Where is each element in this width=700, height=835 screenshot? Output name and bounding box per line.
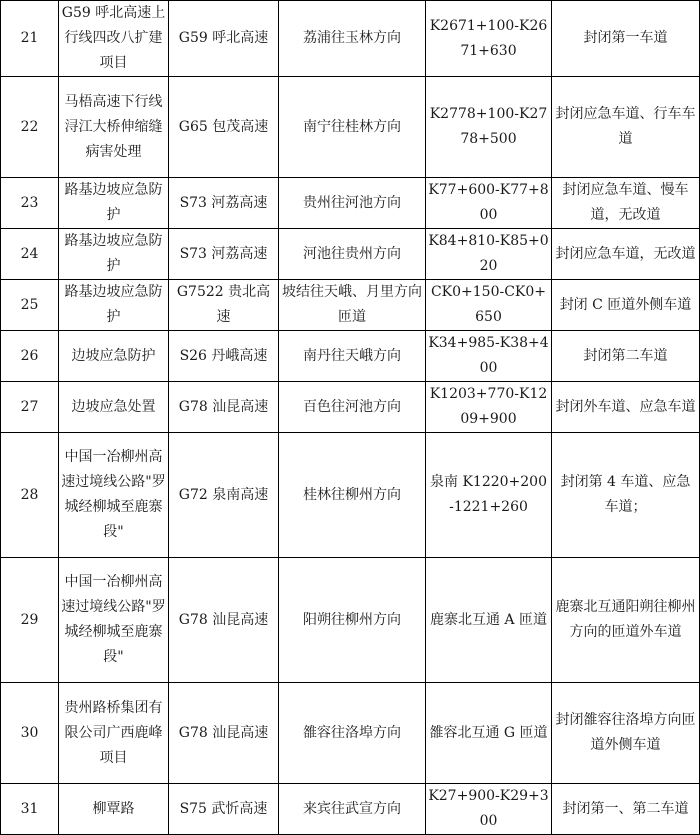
project-name: 中国一冶柳州高速过境线公路"罗城经柳城至鹿寨段" [59, 433, 169, 558]
direction: 河池往贵州方向 [279, 229, 426, 280]
direction: 桂林往柳州方向 [279, 433, 426, 558]
row-number: 28 [1, 433, 59, 558]
stake-range: K2671+100-K2671+630 [426, 1, 552, 77]
closure-measure: 封闭第二车道 [552, 331, 700, 382]
highway-name: G78 汕昆高速 [169, 558, 279, 683]
direction: 来宾往武宣方向 [279, 784, 426, 835]
row-number: 31 [1, 784, 59, 835]
stake-range: 雒容北互通 G 匝道 [426, 683, 552, 784]
row-number: 22 [1, 77, 59, 178]
table-row [1, 683, 700, 784]
closure-measure: 封闭 C 匝道外侧车道 [552, 280, 700, 331]
table-row [1, 331, 700, 382]
stake-range: K77+600-K77+800 [426, 178, 552, 229]
table-row [1, 1, 700, 77]
highway-name: S73 河荔高速 [169, 178, 279, 229]
row-number: 21 [1, 1, 59, 77]
project-name: 中国一冶柳州高速过境线公路"罗城经柳城至鹿寨段" [59, 558, 169, 683]
highway-name: G78 汕昆高速 [169, 382, 279, 433]
stake-range: K1203+770-K1209+900 [426, 382, 552, 433]
project-name: G59 呼北高速上行线四改八扩建项目 [59, 1, 169, 77]
table-row [1, 558, 700, 683]
closure-measure: 封闭雒容往洛埠方向匝道外侧车道 [552, 683, 700, 784]
project-name: 马梧高速下行线浔江大桥伸缩缝病害处理 [59, 77, 169, 178]
closure-measure: 鹿寨北互通阳朔往柳州方向的匝道外车道 [552, 558, 700, 683]
table-row [1, 77, 700, 178]
closure-measure: 封闭第一车道 [552, 1, 700, 77]
stake-range: K84+810-K85+020 [426, 229, 552, 280]
table-body [1, 1, 700, 835]
project-name: 路基边坡应急防护 [59, 229, 169, 280]
direction: 阳朔往柳州方向 [279, 558, 426, 683]
project-name: 路基边坡应急防护 [59, 178, 169, 229]
row-number: 24 [1, 229, 59, 280]
highway-name: G65 包茂高速 [169, 77, 279, 178]
row-number: 27 [1, 382, 59, 433]
direction: 荔浦往玉林方向 [279, 1, 426, 77]
row-number: 23 [1, 178, 59, 229]
closure-measure: 封闭外车道、应急车道 [552, 382, 700, 433]
closure-measure: 封闭应急车道、慢车道，无改道 [552, 178, 700, 229]
row-number: 26 [1, 331, 59, 382]
project-name: 边坡应急防护 [59, 331, 169, 382]
highway-name: G59 呼北高速 [169, 1, 279, 77]
stake-range: K34+985-K38+400 [426, 331, 552, 382]
closure-measure: 封闭应急车道，无改道 [552, 229, 700, 280]
table-row [1, 280, 700, 331]
highway-name: G7522 贵北高速 [169, 280, 279, 331]
stake-range: K27+900-K29+300 [426, 784, 552, 835]
direction: 贵州往河池方向 [279, 178, 426, 229]
stake-range: 泉南 K1220+200-1221+260 [426, 433, 552, 558]
row-number: 29 [1, 558, 59, 683]
direction: 南宁往桂林方向 [279, 77, 426, 178]
closure-measure: 封闭应急车道、行车车道 [552, 77, 700, 178]
stake-range: K2778+100-K2778+500 [426, 77, 552, 178]
highway-name: S26 丹峨高速 [169, 331, 279, 382]
row-number: 30 [1, 683, 59, 784]
table-row [1, 229, 700, 280]
project-name: 贵州路桥集团有限公司广西鹿峰项目 [59, 683, 169, 784]
table-row [1, 382, 700, 433]
table-row [1, 784, 700, 835]
highway-name: S75 武忻高速 [169, 784, 279, 835]
table-row [1, 178, 700, 229]
closure-measure: 封闭第一、第二车道 [552, 784, 700, 835]
closure-measure: 封闭第 4 车道、应急车道； [552, 433, 700, 558]
direction: 百色往河池方向 [279, 382, 426, 433]
row-number: 25 [1, 280, 59, 331]
highway-name: S73 河荔高速 [169, 229, 279, 280]
project-name: 柳覃路 [59, 784, 169, 835]
project-name: 路基边坡应急防护 [59, 280, 169, 331]
stake-range: CK0+150-CK0+650 [426, 280, 552, 331]
direction: 坡结往天峨、月里方向匝道 [279, 280, 426, 331]
highway-name: G72 泉南高速 [169, 433, 279, 558]
table-row [1, 433, 700, 558]
stake-range: 鹿寨北互通 A 匝道 [426, 558, 552, 683]
direction: 雒容往洛埠方向 [279, 683, 426, 784]
direction: 南丹往天峨方向 [279, 331, 426, 382]
project-name: 边坡应急处置 [59, 382, 169, 433]
highway-name: G78 汕昆高速 [169, 683, 279, 784]
